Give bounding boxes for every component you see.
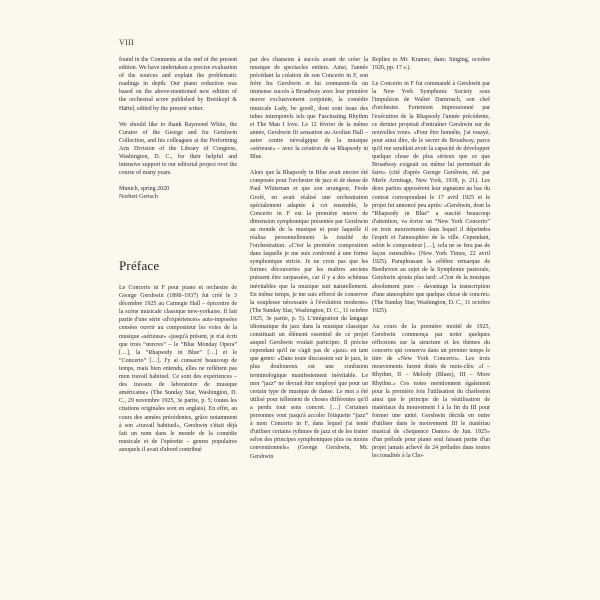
column-2 (250, 56, 368, 469)
paragraph: We should like to thank Raymond White, the Curator of the George and Ira Gershwin Collection, and his colleagues at the Performing Arts Division of the Library of Congress, Washington, D. C., for their helpful and intensive support to our editorial project over the course of many years. (119, 121, 237, 177)
section-heading: Préface (119, 258, 160, 273)
paragraph: Le Concerto in F pour piano et orchestre de George Gershwin (1898–1937) fut créé le 3 décembre 1925 au Carnegie Hall – épicentre de la scène musicale classique new-yorkaise. Il fait partie d'une série «d'expériences» auto-imposées censées ouvrir au compositeur les voies de la musique «sérieuse» «jusqu'à présent, je n'ai écrit que trois “œuvres” – le “Blue Monday Opera” […], la “Rhapsody in Blue” […] et le “Concerto” […]. J'y ai consacré beaucoup de temps, mais bien entendu, elles ne reflètent pas mon travail habituel. Ce sont des expériences – des travaux de laboratoire de musique américaine» (The Sunday Star, Washington, D. C., 29 novembre 1925, 3e partie, p. 5; toutes les citations originales sont en anglais). En effet, au cours des années précédentes, grâce notamment à son «travail habituel», Gershwin s'était déjà fait un nom dans le monde de la comédie musicale et de l'opérette – genres populaires auxquels il avait d'abord contribué (119, 285, 237, 453)
paragraph: found in the Comments at the end of the present edition. We have undertaken a precise evaluation of the sources and explain the problematic readings in depth. Our piano reduction was based on the above-mentioned new edition of the orchestral score published by Breitkopf & Härtel, edited by the present writer. (119, 57, 237, 112)
page-number: VIII (119, 38, 134, 47)
column-1-preface-text (119, 284, 237, 454)
column-1 (119, 56, 237, 210)
column-3 (372, 56, 490, 469)
paragraph: Replies to Mr. Kramer, dans: Singing, octobre 1926, pp. 17 s.). (372, 57, 490, 72)
paragraph: Au cours de la première moitié de 1925, Gershwin commença par noter quelques réflexions sur la structure et les thèmes du concerto qui conserva dans un premier temps le titre de «New York Concerto». Les trois mouvements furent dotés de mots-clés: «I – Rhythm, II – Melody (Blues), III – More Rhythm.» Ces notes mentionnent également pour la première fois l'utilisation du charleston ainsi que le principe de la réutilisation de matériaux du mouvement I à la fin du III pour former une unité. Gershwin décida en outre d'utiliser dans le mouvement III le matériau musical de «Sequence Dance» de Jun. 1925» d'un prélude pour piano seul faisant partie d'un projet jamais achevé de 24 préludes dans toutes les tonalités à la Cho- (372, 323, 490, 460)
paragraph: Le Concerto in F fut commandé à Gershwin par la New York Symphonic Society sous l'impulsion de Walter Damrosch, son chef d'orchestre. Fortement impressionné par l'exécution de la Rhapsody l'année précédente, ce dernier projetait d'entraîner Gershwin sur de nouvelles voies. «Pour être honnête, j'ai essayé, pour ainsi dire, de le secrer de Broadway, parce qu'il me semblait avoir la capacité de développer quelque chose de plus sérieux que ce que Broadway exigeait ou même lui permettait de faire» (cité d'après George Gershwin, éd. par Merle Armitage, New York, 1938, p. 21). Les deux parties apposèrent leur signature au bas du contrat correspondant le 17 avril 1925 et le projet fut annoncé peu après: «Gershwin, dont la “Rhapsody in Blue” a suscité beaucoup d'attention, va écrire un “New York Concerto” en trois mouvements dans lequel il dépeindra l'esprit et l'atmosphère de la ville. Cependant, selon le compositeur […], cela ne se fera pas de façon ostensible» (New York Times, 22 avril 1925). Paraphrasant la célèbre remarque de Beethoven au sujet de la Symphonie pastorale, Gershwin ajouta plus tard: «C'est de la musique absolument pure – davantage la transcription d'une atmosphère que quelque chose de concret» (The Sunday Star, Washington, D. C., 11 octobre 1925). (372, 81, 490, 314)
paragraph: Alors que la Rhapsody in Blue avait encore été composée pour l'orchestre de jazz et de danse de Paul Whiteman et que son arrangeur, Ferde Grofé, en avait réalisé une orchestration spécialement adaptée à cet ensemble, le Concerto in F est la première œuvre de dimension symphonique présentée par Gershwin au monde de la musique et pour laquelle il réalisa personnellement la totalité de l'orchestration. «C'est la première composition dans laquelle je me suis confronté à une forme symphonique stricte. Je ne crois pas que les formes découvertes par les maîtres anciens puissent être surpassées, car il y a des schémas inévitables que la musique suit naturellement. En même temps, je me suis efforcé de conserver la souplesse nécessaire à l'évolution moderne» (The Sunday Star, Washington, D. C., 11 octobre 1925, 3e partie, p. 5). L'intégration du langage idiomatique du jazz dans la musique classique constituait un élément essentiel de ce projet auquel Gershwin voulait participer. Il précise cependant qu'il ne s'agit pas de «jazz» en tant que genre: «Dans toute discussion sur le jazz, le plus douloureux est une confusion terminologique manifestement inévitable. Le mot “jazz” ne devrait être employé que pour un certain type de musique de danse. Le mot a été utilisé pour tellement de choses différentes qu'il a perdu tout sens concret. […] Certaines personnes vont jusqu'à accoler l'étiquette “jazz” à mon Concerto in F, dans lequel j'ai tenté d'utiliser certains rythmes de jazz et de les traiter selon des principes symphoniques plus ou moins conventionnels» (George Gershwin, Mr. Gershwin (250, 170, 368, 460)
place-date: Munich, spring 2020 (119, 186, 170, 193)
paragraph: par des chansons à succès avant de créer la musique de spectacles entiers. Ainsi, l'année précédant la création de son Concerto in F, son frère Ira Gershwin et lui connurent-ils un immense succès à Broadway avec leur première œuvre exclusivement conjointe, la comédie musicale Lady, be good!, dont sont issus des tubes intemporels tels que Fascinating Rhythm et The Man I love. Le 12 février de la même année, Gershwin fit sensation au Aeolian Hall – autre centre névralgique de la musique «sérieuse» – avec la création de sa Rhapsody in Blue. (250, 57, 368, 161)
author-name: Norbert Gertsch (119, 194, 158, 201)
